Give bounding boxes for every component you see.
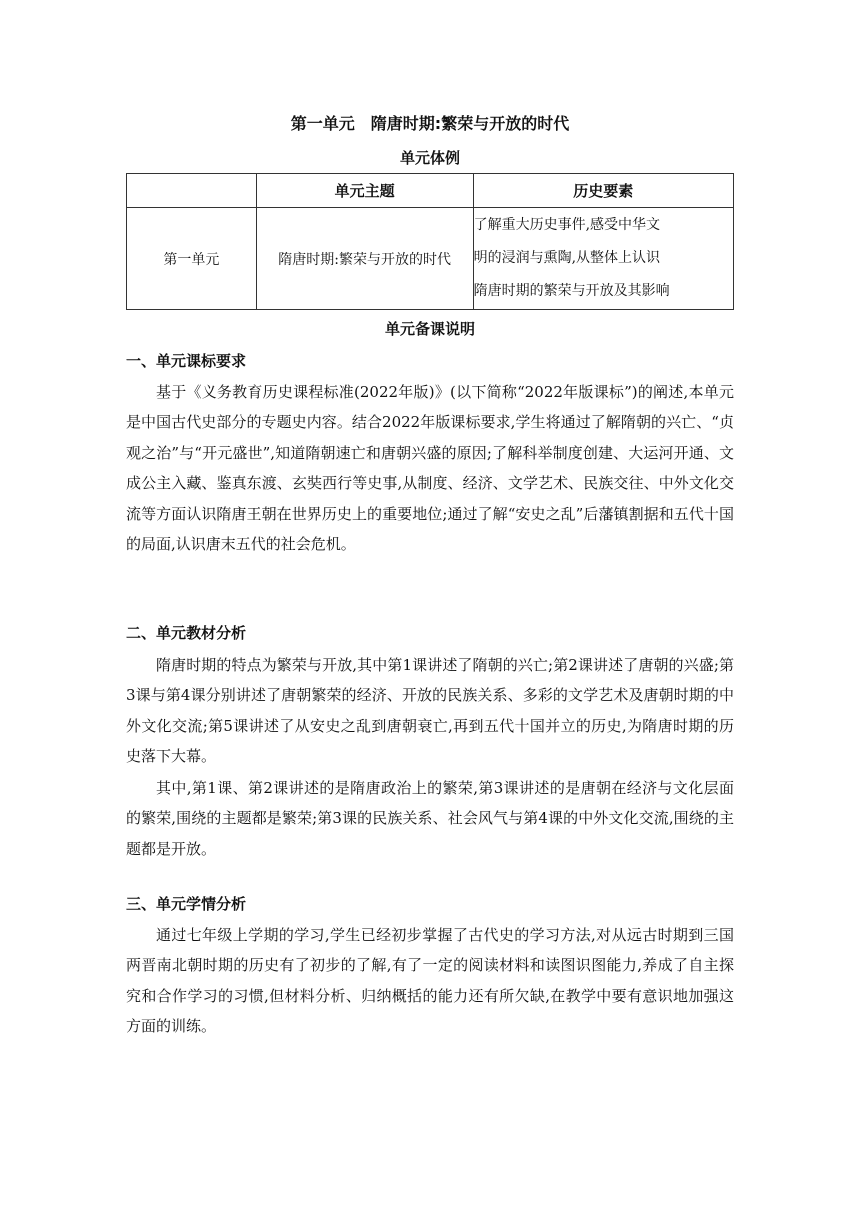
section-heading-2: 二、单元教材分析 — [126, 624, 247, 642]
section-heading-3: 三、单元学情分析 — [126, 895, 247, 913]
table-cell-theme: 隋唐时期:繁荣与开放的时代 — [256, 208, 473, 310]
page-title: 第一单元 隋唐时期:繁荣与开放的时代 — [290, 114, 570, 133]
table-header-cell-theme: 单元主题 — [256, 174, 473, 208]
table-header-cell-elements: 历史要素 — [473, 174, 733, 208]
section-3-paragraph: 通过七年级上学期的学习,学生已经初步掌握了古代史的学习方法,对从远古时期到三国两晋南北朝时期的历史有了初步的了解,有了一定的阅读材料和读图识图能力,养成了自主探究和合作学习的习惯,但材料分析、归纳概括的能力还有所欠缺,在教学中要有意识地加强这方面的训练。 — [126, 926, 734, 1036]
section-heading-1: 一、单元课标要求 — [126, 352, 247, 370]
table-cell-unit: 第一单元 — [127, 208, 257, 310]
elements-line: 隋唐时期的繁荣与开放及其影响 — [473, 283, 670, 299]
elements-line: 明的浸润与熏陶,从整体上认识 — [473, 250, 661, 266]
unit-format-table — [126, 173, 734, 310]
section-1-paragraph: 基于《义务教育历史课程标准(2022年版)》(以下简称“2022年版课标”)的阐述,本单元是中国古代史部分的专题史内容。结合2022年版课标要求,学生将通过了解隋朝的兴亡、“贞观之治”与“开元盛世”,知道隋朝速亡和唐朝兴盛的原因;了解科举制度创建、大运河开通、文成公主入藏、鉴真东渡、玄奘西行等史事,从制度、经济、文学艺术、民族交往、中外文化交流等方面认识隋唐王朝在世界历史上的重要地位;通过了解“安史之乱”后藩镇割据和五代十国的局面,认识唐末五代的社会危机。 — [126, 383, 734, 554]
table-row — [127, 208, 734, 310]
section-2-paragraph-2: 其中,第1课、第2课讲述的是隋唐政治上的繁荣,第3课讲述的是唐朝在经济与文化层面的繁荣,围绕的主题都是繁荣;第3课的民族关系、社会风气与第4课的中外文化交流,围绕的主题都是开放。 — [126, 779, 734, 858]
section-2-paragraph-1: 隋唐时期的特点为繁荣与开放,其中第1课讲述了隋朝的兴亡;第2课讲述了唐朝的兴盛;第3课与第4课分别讲述了唐朝繁荣的经济、开放的民族关系、多彩的文学艺术及唐朝时期的中外文化交流;第5课讲述了从安史之乱到唐朝衰亡,再到五代十国并立的历史,为隋唐时期的历史落下大幕。 — [126, 656, 734, 766]
section-title: 单元备课说明 — [384, 320, 475, 338]
table-cell-elements — [473, 208, 733, 310]
table-caption: 单元体例 — [399, 149, 460, 167]
elements-line: 了解重大历史事件,感受中华文 — [473, 217, 661, 233]
table-header-cell-blank — [127, 174, 257, 208]
table-header-row — [127, 174, 734, 208]
